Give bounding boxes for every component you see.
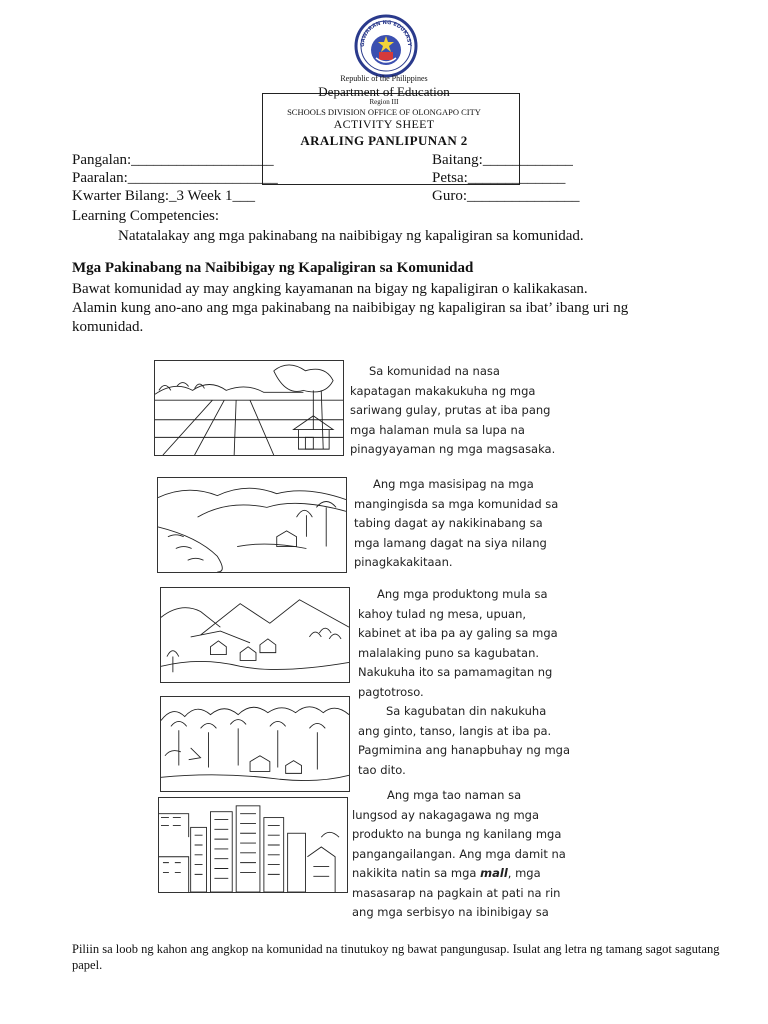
kwarter-field[interactable]: Kwarter Bilang:_3 Week 1___	[72, 188, 256, 204]
caption-line: produkto na bunga ng kanilang mga	[352, 827, 562, 841]
coastal-caption	[354, 475, 558, 573]
baitang-field[interactable]: Baitang:____________	[432, 152, 573, 168]
forest-scene-picture	[160, 696, 350, 792]
caption-line: Sa komunidad na nasa	[369, 364, 500, 378]
caption-line caption-line-mall: nakikita natin sa mga mall, mga	[352, 866, 541, 880]
caption-line: kapatagan makakukuha ng mga	[350, 383, 536, 398]
seal-text: GAWARAN NG EDUKASY	[359, 19, 413, 47]
caption-line: tabing dagat ay nakikinabang sa	[354, 516, 543, 530]
petsa-field[interactable]: Petsa:_____________	[432, 170, 566, 186]
mountain-village-scene-picture	[160, 587, 350, 683]
caption-line: malalaking puno sa kagubatan.	[358, 645, 540, 660]
farm-caption	[350, 362, 555, 460]
caption-line: pangangailangan. Ang mga damit na	[352, 846, 566, 861]
subject-title: ARALING PANLIPUNAN 2	[300, 133, 468, 148]
caption-line: ang ginto, tanso, langis at iba pa.	[358, 723, 552, 738]
deped-seal-logo	[354, 14, 418, 78]
emphasis-word: mall	[480, 866, 508, 880]
guro-field[interactable]: Guro:_______________	[432, 188, 580, 204]
caption-line: kahoy tulad ng mesa, upuan,	[358, 606, 527, 621]
caption-line: pinagyayaman ng mga magsasaka.	[350, 442, 556, 456]
city-scene-picture	[158, 797, 348, 893]
paaralan-field[interactable]: Paaralan:____________________	[72, 170, 278, 186]
section-intro: Bawat komunidad ay may angking kayamanan na bigay ng kapaligiran o kalikakasan. Alamin kung ano-ano ang mga pakinabang na naibibigay ng kapaligiran sa ibat’ ibang uri ng komunidad.	[72, 281, 629, 335]
farm-scene-picture	[154, 360, 344, 456]
competencies-text: Natatalakay ang mga pakinabang na naibibigay ng kapaligiran sa komunidad.	[118, 228, 584, 244]
caption-line: Ang mga produktong mula sa	[377, 587, 548, 601]
competencies-title: Learning Competencies:	[72, 208, 220, 224]
caption-line: lungsod ay nakagagawa ng mga	[352, 807, 539, 822]
caption-line: ang mga serbisyo na ibinibigay sa	[352, 905, 549, 919]
caption-line: kabinet at iba pa ay galing sa mga	[358, 626, 558, 640]
republic-label: Republic of the Philippines	[340, 74, 428, 83]
forest-caption	[358, 702, 570, 780]
caption-line: mga halaman mula sa lupa na	[350, 422, 525, 437]
caption-line: mangingisda sa mga komunidad sa	[354, 496, 559, 511]
caption-line: sariwang gulay, prutas at iba pang	[350, 403, 551, 417]
instruction-text: Piliin sa loob ng kahon ang angkop na komunidad na tinutukoy ng bawat pangungusap. Isulat ang letra ng tamang sagot sagutang papel.	[72, 942, 720, 972]
department-title: Department of Education	[318, 84, 450, 99]
division-label: SCHOOLS DIVISION OFFICE OF OLONGAPO CITY	[287, 107, 481, 117]
city-caption	[352, 786, 566, 923]
caption-line: pagtotroso.	[358, 684, 424, 699]
sheet-type-label: ACTIVITY SHEET	[333, 117, 435, 131]
caption-line: Sa kagubatan din nakukuha	[386, 704, 547, 718]
caption-line: Nakukuha ito sa pamamagitan ng	[358, 665, 553, 679]
caption-line: mga lamang dagat na siya nilang	[354, 535, 547, 550]
caption-line: Ang mga tao naman sa	[387, 788, 522, 802]
caption-line: tao dito.	[358, 762, 406, 777]
caption-line: masasarap na pagkain at pati na rin	[352, 885, 561, 900]
caption-line: pinagkakakitaan.	[354, 555, 453, 569]
region-label: Region III	[369, 98, 399, 106]
caption-line: Ang mga masisipag na mga	[373, 477, 534, 491]
mountain-village-caption	[358, 585, 558, 702]
section-title: Mga Pakinabang na Naibibigay ng Kapaligiran sa Komunidad	[72, 260, 474, 276]
coastal-scene-picture	[157, 477, 347, 573]
pangalan-field[interactable]: Pangalan:___________________	[72, 152, 274, 168]
caption-line: Pagmimina ang hanapbuhay ng mga	[358, 743, 570, 757]
